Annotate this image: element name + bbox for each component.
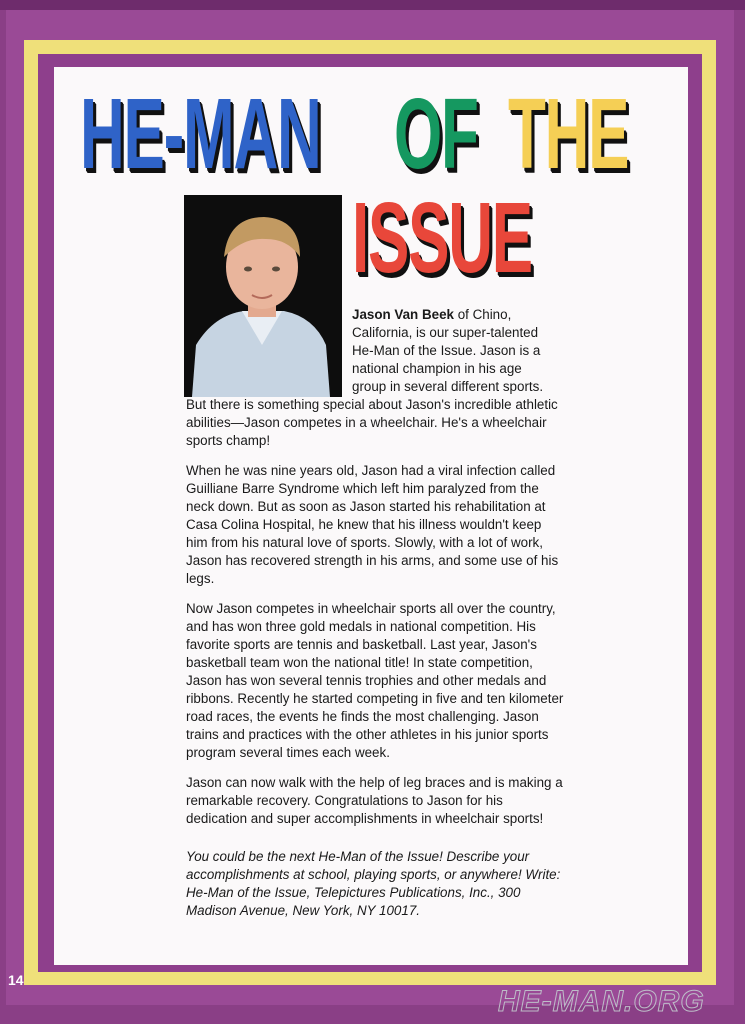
article-body xyxy=(186,306,566,932)
site-watermark: HE-MAN.ORG xyxy=(498,985,705,1018)
article-paragraph-competition: Now Jason competes in wheelchair sports all over the country, and has won three gold medals in national competition. His favorite sports are tennis and basketball. Last year, Jason's basketball team won the national title! In state competition, Jason has won several tennis trophies and other medals and ribbons. Recently he started competing in five and ten kilometer road races, the events he finds the most challenging. Jason trains and practices with the other athletes in his junior sports program several times each week. xyxy=(186,601,564,760)
page-top-edge xyxy=(0,0,745,10)
title-word-he-man: HE-MAN xyxy=(80,78,321,190)
article-paragraph-recovery: Jason can now walk with the help of leg braces and is making a remarkable recovery. Congratulations to Jason for his dedication and super accomplishments in wheelchair sports! xyxy=(186,775,563,826)
intro-continuation: But there is something special about Jason's incredible athletic abilities—Jason competes in a wheelchair. He's a wheelchair sports champ! xyxy=(186,397,558,448)
title-word-issue: ISSUE xyxy=(352,182,532,294)
title-word-of: OF xyxy=(394,78,478,190)
subject-name: Jason Van Beek xyxy=(352,307,454,322)
title-word-the: THE xyxy=(508,78,629,190)
article-intro-paragraph: Jason Van Beek of Chino, California, is our super-talented He-Man of the Issue. Jason is a national champion in his age group in several different sports. But there is something special about Jason's incredible athletic abilities—Jason competes in a wheelchair. He's a wheelchair sports champ! xyxy=(186,306,566,450)
page-number: 14 xyxy=(8,972,24,988)
submission-callout: You could be the next He-Man of the Issue! Describe your accomplishments at school, playing sports, or anywhere! Write: He-Man of the Issue, Telepictures Publications, Inc., 300 Madison Avenue, New York, NY 10017. xyxy=(186,849,561,918)
article-paragraph-illness: When he was nine years old, Jason had a viral infection called Guilliane Barre Syndrome which left him paralyzed from the neck down. But as soon as Jason started his rehabilitation at Casa Colina Hospital, he knew that his illness wouldn't keep him from his natural love of sports. Slowly, with a lot of work, Jason has recovered strength in his arms, and some use of his legs. xyxy=(186,463,559,586)
